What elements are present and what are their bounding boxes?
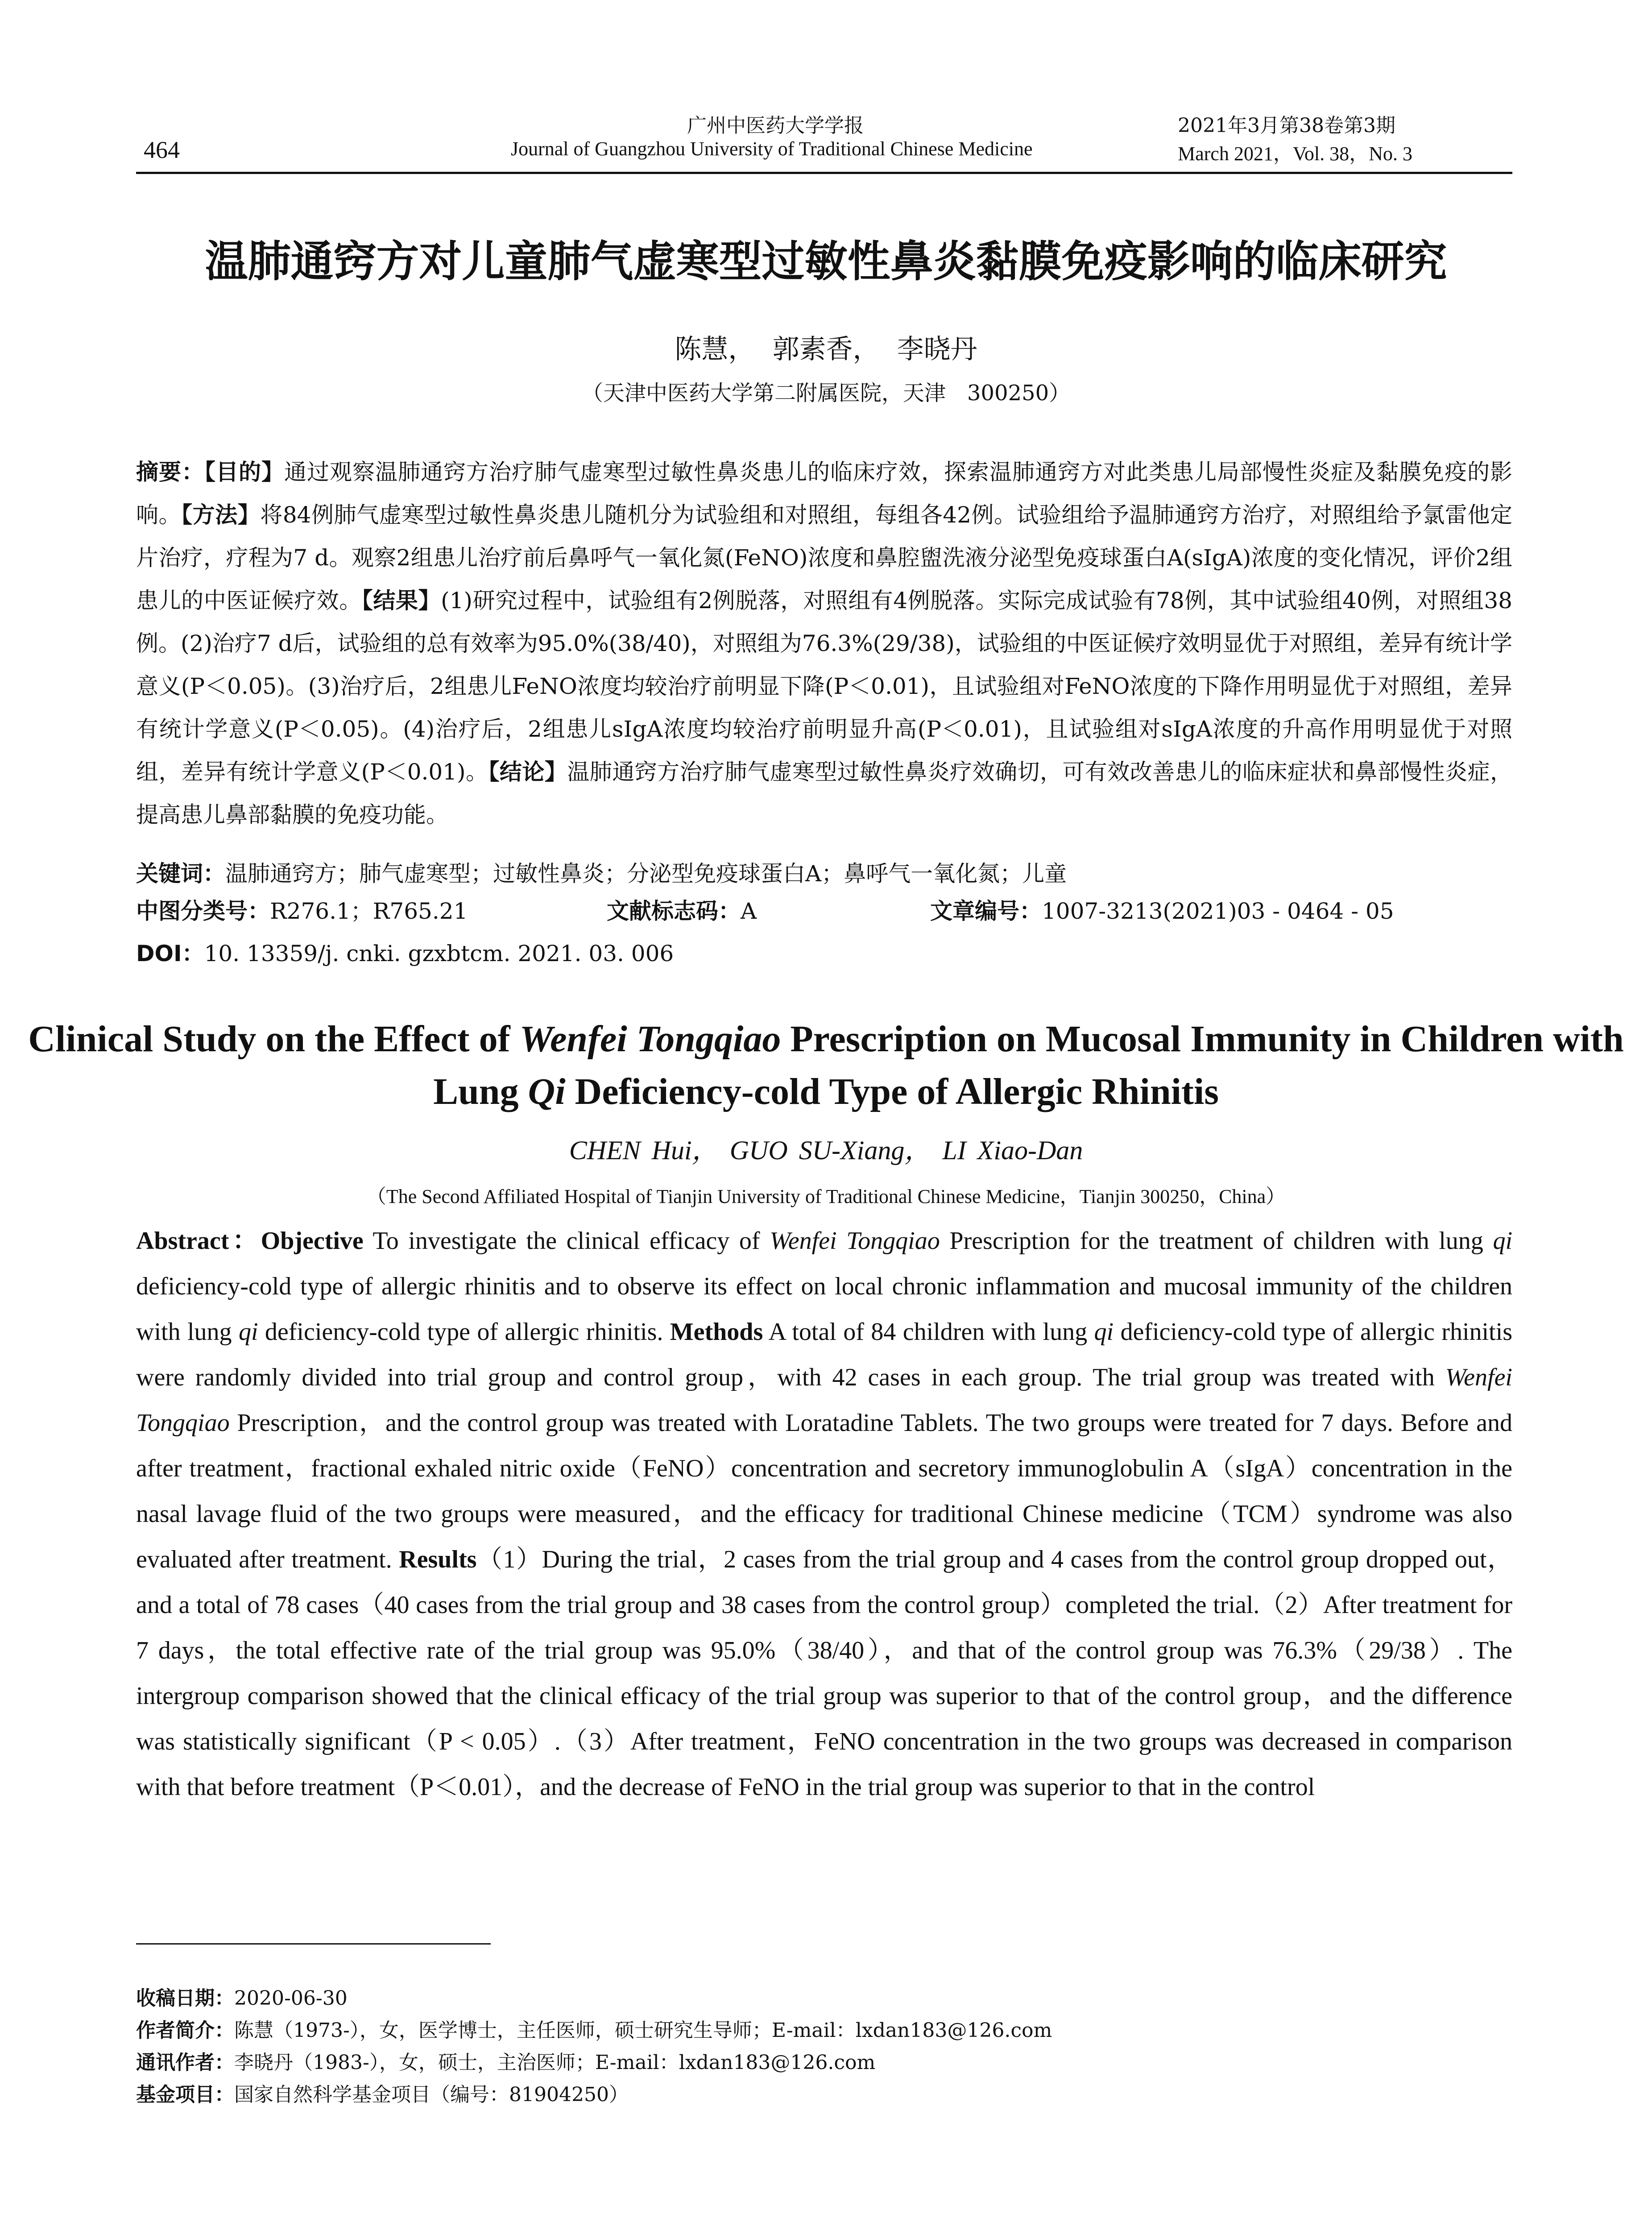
affiliation-cn: （天津中医药大学第二附属医院，天津 300250） (581, 381, 1071, 406)
conclusion-text-cn: 温肺通窍方治疗肺气虚寒型过敏性鼻炎疗效确切，可有效改善患儿的临床症状和鼻部慢性炎症，提高患儿鼻部黏膜的免疫功能。 (136, 759, 1513, 828)
clc-label: 中图分类号： (136, 898, 270, 924)
authors-en: CHEN Hui， GUO SU-Xiang， LI Xiao-Dan (569, 1136, 1083, 1165)
objective-text-en: To investigate the clinical efficacy of (363, 1227, 770, 1255)
author-info-value: 陈慧（1973-），女，医学博士，主任医师，硕士研究生导师；E-mail：lxdan183@126.com (234, 2019, 1052, 2042)
methods-italic-en: Wenfei Tongqiao (136, 1364, 1512, 1437)
page-number: 464 (144, 137, 180, 163)
doc-code-label: 文献标志码： (607, 898, 741, 924)
journal-title-en: Journal of Guangzhou University of Traditional Chinese Medicine (511, 138, 1033, 160)
objective-italic-en: qi (238, 1318, 258, 1346)
objective-text-en: deficiency-cold type of allergic rhinitis. (258, 1318, 670, 1346)
document-code (607, 893, 757, 925)
doi (136, 936, 674, 968)
results-label-en: Results (399, 1546, 477, 1573)
footnote-received (136, 1982, 348, 2011)
title-en-italic: Wenfei Tongqiao (519, 1018, 781, 1060)
funding-label: 基金项目： (136, 2083, 234, 2106)
objective-italic-en: Wenfei Tongqiao (770, 1227, 940, 1255)
objective-text-en: deficiency-cold type of allergic rhinitis and to observe its effect on local chronic inflammation and mucosal immunity of the children with lung (136, 1273, 1512, 1346)
article-number-label: 文章编号： (930, 898, 1042, 924)
methods-label-en: Methods (670, 1318, 763, 1346)
keywords-label-cn: 关键词： (136, 861, 225, 887)
clc-value: R276.1；R765.21 (270, 898, 468, 924)
funding-value: 国家自然科学基金项目（编号：81904250） (234, 2083, 629, 2106)
objective-italic-en: qi (1493, 1227, 1512, 1255)
footnote-corresponding (136, 2046, 875, 2075)
keywords-value-cn: 温肺通窍方；肺气虚寒型；过敏性鼻炎；分泌型免疫球蛋白A；鼻呼气一氧化氮；儿童 (225, 861, 1067, 887)
title-en-part: Deficiency-cold Type of Allergic Rhinitis (565, 1071, 1219, 1112)
journal-title-cn: 广州中医药大学学报 (687, 114, 864, 137)
objective-label-en: Objective (261, 1227, 364, 1255)
author-info-label: 作者简介： (136, 2019, 234, 2042)
objective-text-cn: 通过观察温肺通窍方治疗肺气虚寒型过敏性鼻炎患儿的临床疗效，探索温肺通窍方对此类患儿局部慢性炎症及黏膜免疫的影响。 (136, 459, 1512, 528)
title-en-italic: Qi (528, 1071, 566, 1112)
corresponding-label: 通讯作者： (136, 2051, 234, 2074)
header-divider (136, 172, 1512, 174)
abstract-en (136, 1218, 1512, 1810)
conclusion-label-cn: 【结论】 (488, 759, 567, 785)
issue-info-en: March 2021，Vol. 38，No. 3 (1178, 143, 1412, 165)
issue-info-cn: 2021年3月第38卷第3期 (1178, 114, 1395, 137)
results-label-cn: 【结果】 (361, 588, 441, 614)
article-number-value: 1007-3213(2021)03 - 0464 - 05 (1042, 898, 1394, 924)
keywords-cn (136, 852, 1512, 895)
methods-text-en: A total of 84 children with lung (763, 1318, 1094, 1346)
abstract-label-cn: 摘要： (136, 459, 204, 485)
article-number (930, 893, 1394, 925)
footnote-author (136, 2014, 1052, 2043)
title-en-part: Prescription on Mucosal Immunity in Children with Lung (433, 1018, 1624, 1112)
footnote-funding (136, 2078, 629, 2107)
affiliation-en: （The Second Affiliated Hospital of Tianjin University of Traditional Chinese Medicine，Tianjin 300250，China） (366, 1186, 1286, 1207)
article-title-en (0, 1013, 1652, 1118)
methods-label-cn: 【方法】 (181, 502, 261, 528)
title-en-part: Clinical Study on the Effect of (28, 1018, 520, 1060)
received-label: 收稿日期： (136, 1987, 234, 2010)
results-text-cn: (1)研究过程中，试验组有2例脱落，对照组有4例脱落。实际完成试验有78例，其中试验组40例，对照组38例。(2)治疗7 d后，试验组的总有效率为95.0%(38/40)，对照组为76.3%(29/38)，试验组的中医证候疗效明显优于对照组，差异有统计学意义(P＜0.05)。(3)治疗后，2组患儿FeNO浓度均较治疗前明显下降(P＜0.01)，且试验组对FeNO浓度的下降作用明显优于对照组，差异有统计学意义(P＜0.05)。(4)治疗后，2组患儿sIgA浓度均较治疗前明显升高(P＜0.01)，且试验组对sIgA浓度的升高作用明显优于对照组，差异有统计学意义(P＜0.01)。 (136, 588, 1512, 785)
methods-text-cn: 将84例肺气虚寒型过敏性鼻炎患儿随机分为试验组和对照组，每组各42例。试验组给予温肺通窍方治疗，对照组给予氯雷他定片治疗，疗程为7 d。观察2组患儿治疗前后鼻呼气一氧化氮(FeNO)浓度和鼻腔盥洗液分泌型免疫球蛋白A(sIgA)浓度的变化情况，评价2组患儿的中医证候疗效。 (136, 502, 1512, 614)
doi-value: 10. 13359/j. cnki. gzxbtcm. 2021. 03. 006 (204, 941, 674, 966)
footnote-divider (136, 1943, 491, 1945)
abstract-cn (136, 451, 1512, 836)
clc-number (136, 893, 468, 925)
received-value: 2020-06-30 (234, 1987, 348, 2010)
corresponding-value: 李晓丹（1983-），女，硕士，主治医师；E-mail：lxdan183@126.com (234, 2051, 876, 2074)
objective-text-en: Prescription for the treatment of children with lung (940, 1227, 1493, 1255)
objective-label-cn: 【目的】 (204, 459, 284, 485)
authors-cn: 陈慧， 郭素香， 李晓丹 (675, 334, 977, 365)
methods-italic-en: qi (1094, 1318, 1114, 1346)
article-title-cn: 温肺通窍方对儿童肺气虚寒型过敏性鼻炎黏膜免疫影响的临床研究 (205, 236, 1447, 286)
results-text-en: （1）During the trial，2 cases from the trial group and 4 cases from the control group dropped out，and a total of 78 cases（40 cases from the trial group and 38 cases from the control group）completed the trial.（2）After treatment for 7 days，the total effective rate of the trial group was 95.0%（38/40），and that of the control group was 76.3%（29/38）. The intergroup comparison showed that the clinical efficacy of the trial group was superior to that of the control group，and the difference was statistically significant（P < 0.05）.（3）After treatment，FeNO concentration in the two groups was decreased in comparison with that before treatment（P＜0.01），and the decrease of FeNO in the trial group was superior to that in the control (136, 1546, 1512, 1801)
doi-label: DOI： (136, 941, 204, 966)
methods-text-en: Prescription，and the control group was treated with Loratadine Tablets. The two groups were treated for 7 days. Before and after treatment，fractional exhaled nitric oxide（FeNO）concentration and secretory immunoglobulin A（sIgA）concentration in the nasal lavage fluid of the two groups were measured，and the efficacy for traditional Chinese medicine（TCM）syndrome was also evaluated after treatment. (136, 1409, 1512, 1573)
methods-text-en: deficiency-cold type of allergic rhinitis were randomly divided into trial group and control group，with 42 cases in each group. The trial group was treated with (136, 1318, 1512, 1391)
abstract-label-en: Abstract： (136, 1227, 261, 1255)
doc-code-value: A (741, 898, 757, 924)
